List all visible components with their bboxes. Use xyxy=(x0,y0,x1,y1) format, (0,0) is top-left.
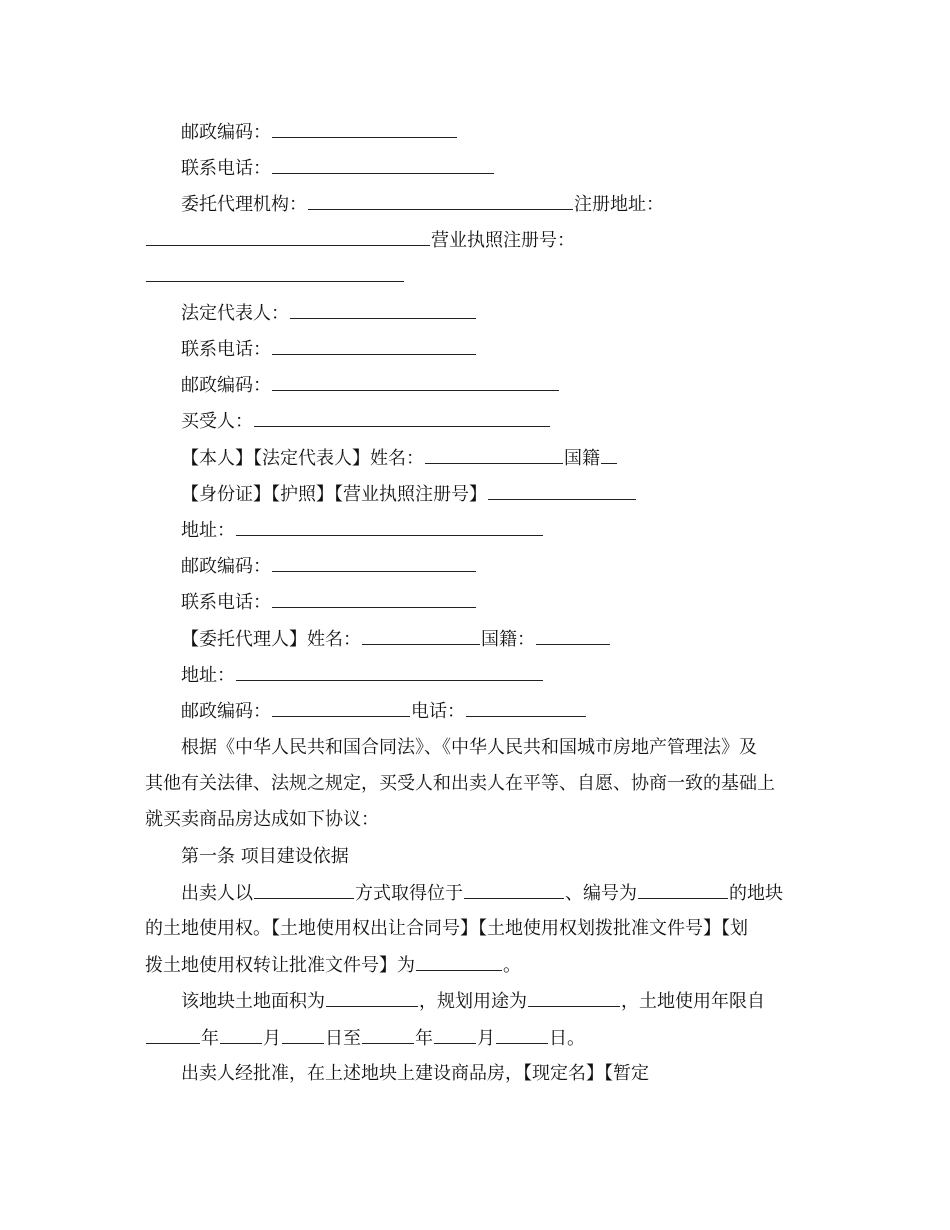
person-rep-name-label: 【本人】【法定代表人】姓名： xyxy=(181,448,424,469)
text-segment: 月 xyxy=(477,1028,495,1049)
text-segment: 月 xyxy=(263,1028,281,1049)
reg-address-label: 注册地址： xyxy=(574,194,664,215)
preamble-line-1: 根据《中华人民共和国合同法》、《中华人民共和国城市房地产管理法》及 xyxy=(181,737,757,758)
phone-label: 联系电话： xyxy=(181,158,271,179)
blank-field xyxy=(146,1026,200,1044)
blank-field xyxy=(488,482,636,500)
legal-rep-line xyxy=(181,301,477,326)
blank-field xyxy=(638,881,728,899)
address-label: 地址： xyxy=(181,520,235,541)
seller-phone-line xyxy=(181,156,495,181)
blank-field xyxy=(425,446,563,464)
blank-field xyxy=(434,1026,476,1044)
blank-field xyxy=(290,301,476,319)
blank-field xyxy=(362,1026,414,1044)
article-1-paragraph-2-line-1 xyxy=(181,989,765,1014)
article-1-paragraph-1-line-2: 的土地使用权。【土地使用权出让合同号】【土地使用权划拨批准文件号】【划 xyxy=(145,918,748,939)
buyer-label: 买受人： xyxy=(181,411,253,432)
buyer-line xyxy=(181,409,551,434)
text-segment: 。 xyxy=(503,955,521,976)
blank-field xyxy=(362,627,480,645)
blank-field xyxy=(272,156,494,174)
article-1-paragraph-1-line-3 xyxy=(145,953,521,978)
blank-field xyxy=(272,120,457,138)
text-segment: 方式取得位于 xyxy=(355,883,463,904)
buyer-agent-contact-line xyxy=(181,699,587,724)
nationality-label: 国籍： xyxy=(481,629,535,650)
agent-org-line xyxy=(181,192,664,217)
blank-field xyxy=(272,373,559,391)
blank-field xyxy=(254,409,550,427)
blank-field xyxy=(282,1026,324,1044)
license-no-line xyxy=(145,264,405,289)
seller-postal-code-line xyxy=(181,120,458,145)
blank-field xyxy=(308,192,573,210)
buyer-address-line xyxy=(181,518,544,543)
blank-field xyxy=(528,989,620,1007)
text-segment: ，土地使用年限自 xyxy=(621,991,765,1012)
buyer-agent-line xyxy=(181,627,611,652)
article-1-paragraph-1-line-1 xyxy=(181,881,783,906)
blank-field xyxy=(536,627,610,645)
address-label: 地址： xyxy=(181,665,235,686)
text-segment: 拨土地使用权转让批准文件号】为 xyxy=(145,955,415,976)
license-no-label: 营业执照注册号： xyxy=(431,230,575,251)
blank-field xyxy=(272,699,410,717)
postal-code-label: 邮政编码： xyxy=(181,375,271,396)
blank-field xyxy=(416,953,502,971)
nationality-label: 国籍 xyxy=(564,448,600,469)
text-segment: 年 xyxy=(415,1028,433,1049)
blank-field xyxy=(272,337,476,355)
text-segment: ，规划用途为 xyxy=(419,991,527,1012)
article-1-paragraph-2-line-2 xyxy=(145,1026,585,1051)
buyer-id-line xyxy=(181,482,637,507)
blank-field xyxy=(272,590,476,608)
phone-label: 电话： xyxy=(411,701,465,722)
text-segment: 出卖人以 xyxy=(181,883,253,904)
text-segment: 日。 xyxy=(549,1028,585,1049)
preamble-line-2: 其他有关法律、法规之规定，买受人和出卖人在平等、自愿、协商一致的基础上 xyxy=(145,773,775,794)
blank-field xyxy=(272,554,476,572)
article-1-title: 第一条 项目建设依据 xyxy=(181,846,349,867)
postal-code-label: 邮政编码： xyxy=(181,701,271,722)
text-segment: 该地块土地面积为 xyxy=(181,991,325,1012)
blank-field xyxy=(496,1026,548,1044)
blank-field xyxy=(601,446,617,464)
buyer-phone-line xyxy=(181,590,477,615)
blank-field xyxy=(236,663,543,681)
blank-field xyxy=(146,264,404,282)
reg-address-line xyxy=(145,228,575,253)
blank-field xyxy=(254,881,354,899)
blank-field xyxy=(326,989,418,1007)
preamble-line-3: 就买卖商品房达成如下协议： xyxy=(145,809,379,830)
phone-label: 联系电话： xyxy=(181,592,271,613)
postal-code-label: 邮政编码： xyxy=(181,556,271,577)
blank-field xyxy=(464,881,564,899)
agent-org-label: 委托代理机构： xyxy=(181,194,307,215)
text-segment: 日至 xyxy=(325,1028,361,1049)
legal-rep-label: 法定代表人： xyxy=(181,303,289,324)
article-1-paragraph-3-line-1: 出卖人经批准，在上述地块上建设商品房，【现定名】【暂定 xyxy=(181,1063,649,1084)
blank-field xyxy=(236,518,543,536)
agent-phone-line xyxy=(181,337,477,362)
blank-field xyxy=(146,228,430,246)
phone-label: 联系电话： xyxy=(181,339,271,360)
text-segment: 年 xyxy=(201,1028,219,1049)
buyer-name-line xyxy=(181,446,618,471)
blank-field xyxy=(466,699,586,717)
agent-name-label: 【委托代理人】姓名： xyxy=(181,629,361,650)
blank-field xyxy=(220,1026,262,1044)
buyer-postal-code-line xyxy=(181,554,477,579)
id-types-label: 【身份证】【护照】【营业执照注册号】 xyxy=(181,484,487,505)
text-segment: 、编号为 xyxy=(565,883,637,904)
text-segment: 的地块 xyxy=(729,883,783,904)
postal-code-label: 邮政编码： xyxy=(181,122,271,143)
agent-postal-code-line xyxy=(181,373,560,398)
buyer-agent-address-line xyxy=(181,663,544,688)
